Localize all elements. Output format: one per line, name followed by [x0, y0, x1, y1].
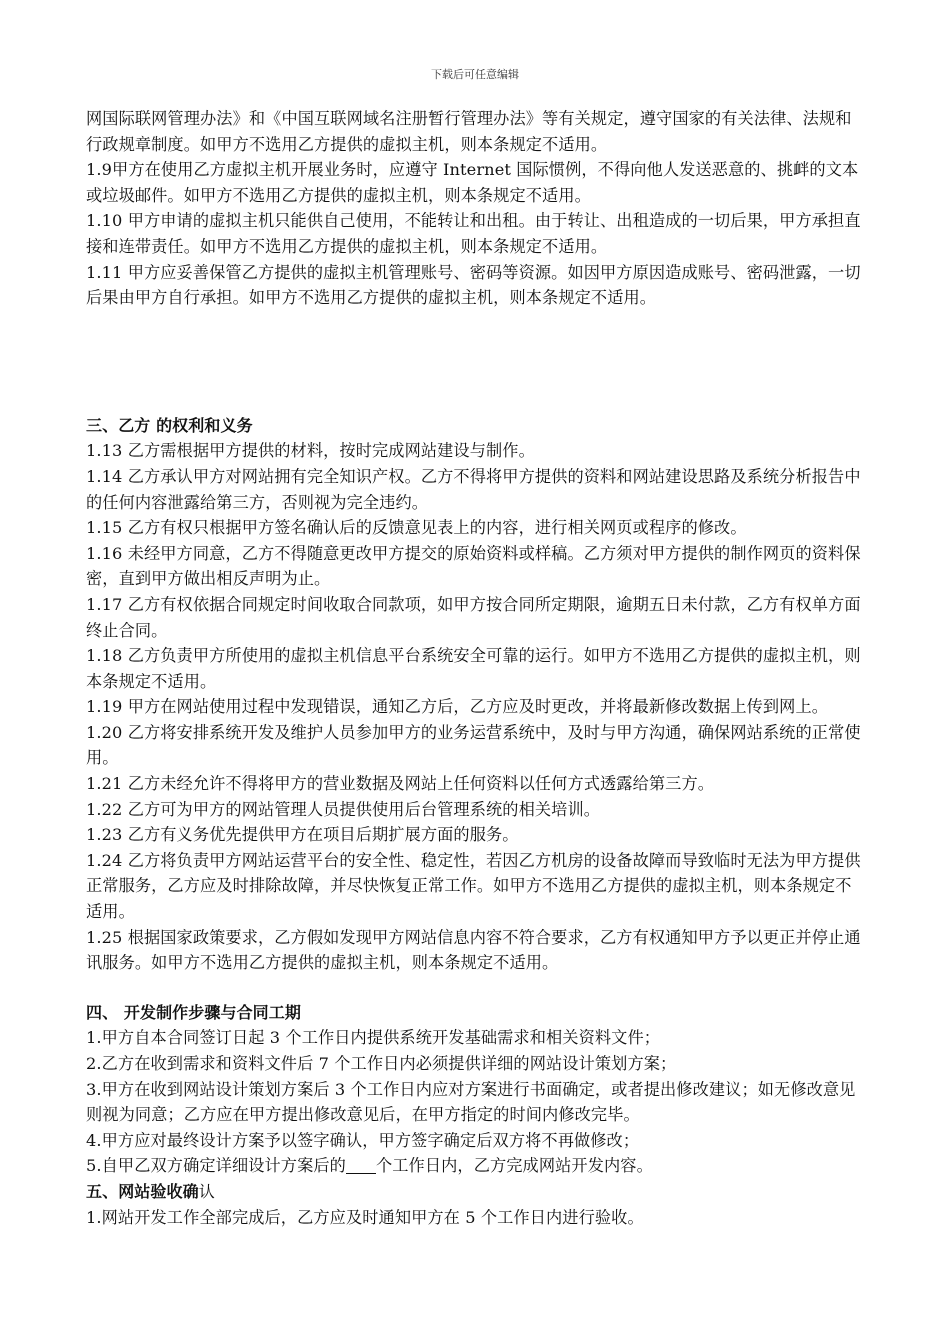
clause-1-15: 1.15 乙方有权只根据甲方签名确认后的反馈意见表上的内容，进行相关网页或程序的修改。 — [86, 518, 747, 538]
step-5 — [86, 1153, 866, 1179]
page-header: 下载后可任意编辑 — [431, 68, 519, 81]
clause-1-17: 1.17 乙方有权依据合同规定时间收取合同款项，如甲方按合同所定期限，逾期五日未付款，乙方有权单方面终止合同。 — [86, 594, 861, 640]
clause-1-21: 1.21 乙方未经允许不得将甲方的营业数据及网站上任何资料以任何方式透露给第三方。 — [86, 774, 715, 794]
clause-1-13: 1.13 乙方需根据甲方提供的材料，按时完成网站建设与制作。 — [86, 441, 535, 461]
clause-1-20: 1.20 乙方将安排系统开发及维护人员参加甲方的业务运营系统中，及时与甲方沟通，确保网站系统的正常使用。 — [86, 722, 861, 768]
paragraph: 网国际联网管理办法》和《中国互联网域名注册暂行管理办法》等有关规定，遵守国家的有关法律、法规和行政规章制度。如甲方不选用乙方提供的虚拟主机，则本条规定不适用。 — [86, 109, 852, 154]
step-1: 1.甲方自本合同签订日起 3 个工作日内提供系统开发基础需求和相关资料文件； — [86, 1028, 661, 1048]
section-4-title: 四、 开发制作步骤与合同工期 — [86, 1002, 301, 1022]
blank-underline — [346, 1157, 376, 1174]
spacer — [86, 976, 866, 1000]
step-2: 2.乙方在收到需求和资料文件后 7 个工作日内必须提供详细的网站设计策划方案； — [86, 1054, 677, 1073]
spacer — [86, 311, 866, 413]
clause-1-14: 1.14 乙方承认甲方对网站拥有完全知识产权。乙方不得将甲方提供的资料和网站建设思路及系统分析报告中的任何内容泄露给第三方，否则视为完全违约。 — [86, 466, 861, 512]
clause-1-16: 1.16 未经甲方同意，乙方不得随意更改甲方提交的原始资料或样稿。乙方须对甲方提供的制作网页的资料保密，直到甲方做出相反声明为止。 — [86, 543, 861, 589]
document-body — [86, 106, 866, 1230]
clause-1-23: 1.23 乙方有义务优先提供甲方在项目后期扩展方面的服务。 — [86, 825, 519, 845]
clause-1-10: 1.10 甲方申请的虚拟主机只能供自己使用，不能转让和出租。由于转让、出租造成的一切后果，甲方承担直接和连带责任。如甲方不选用乙方提供的虚拟主机，则本条规定不适用。 — [86, 211, 861, 256]
section-5-title — [86, 1179, 866, 1205]
clause-1-19: 1.19 甲方在网站使用过程中发现错误，通知乙方后，乙方应及时更改，并将最新修改数据上传到网上。 — [86, 697, 829, 717]
clause-1-11: 1.11 甲方应妥善保管乙方提供的虚拟主机管理账号、密码等资源。如因甲方原因造成账号、密码泄露，一切后果由甲方自行承担。如甲方不选用乙方提供的虚拟主机，则本条规定不适用。 — [86, 262, 861, 308]
step-3: 3.甲方在收到网站设计策划方案后 3 个工作日内应对方案进行书面确定，或者提出修改建议；如无修改意见则视为同意；乙方应在甲方提出修改意见后，在甲方指定的时间内修改完毕。 — [86, 1079, 856, 1125]
clause-1-9: 1.9甲方在使用乙方虚拟主机开展业务时，应遵守 Internet 国际惯例，不得向他人发送恶意的、挑衅的文本或垃圾邮件。如甲方不选用乙方提供的虚拟主机，则本条规定不适用。 — [86, 160, 859, 205]
clause-1-18: 1.18 乙方负责甲方所使用的虚拟主机信息平台系统安全可靠的运行。如甲方不选用乙方提供的虚拟主机，则本条规定不适用。 — [86, 646, 861, 691]
acceptance-1: 1.网站开发工作全部完成后，乙方应及时通知甲方在 5 个工作日内进行验收。 — [86, 1207, 644, 1227]
step-5-text-after: 个工作日内，乙方完成网站开发内容。 — [375, 1156, 653, 1176]
clause-1-25: 1.25 根据国家政策要求，乙方假如发现甲方网站信息内容不符合要求，乙方有权通知甲方予以更正并停止通讯服务。如甲方不选用乙方提供的虚拟主机，则本条规定不适用。 — [86, 927, 861, 973]
step-4: 4.甲方应对最终设计方案予以签字确认，甲方签字确定后双方将不再做修改； — [86, 1130, 640, 1150]
section-5-title-tail: 认 — [198, 1181, 215, 1201]
section-5-title-bold: 五、网站验收确 — [86, 1181, 199, 1201]
step-5-text-before: 5.自甲乙双方确定详细设计方案后的 — [86, 1156, 346, 1176]
clause-1-22: 1.22 乙方可为甲方的网站管理人员提供使用后台管理系统的相关培训。 — [86, 799, 601, 819]
clause-1-24: 1.24 乙方将负责甲方网站运营平台的安全性、稳定性，若因乙方机房的设备故障而导致临时无法为甲方提供正常服务，乙方应及时排除故障，并尽快恢复正常工作。如甲方不选用乙方提供的虚拟主机，则本条规定不适用。 — [86, 850, 861, 922]
section-3-title: 三、乙方 的权利和义务 — [86, 415, 253, 435]
